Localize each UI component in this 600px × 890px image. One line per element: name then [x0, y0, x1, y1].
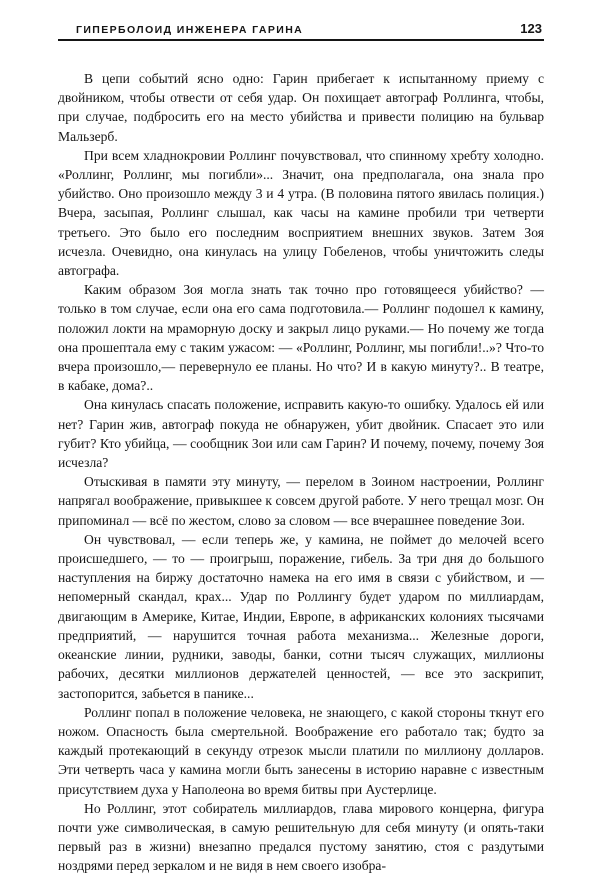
paragraph: Каким образом Зоя могла знать так точно про готовящееся убийство? — только в том случае, если она его сама подготовила.— Роллинг подошел к камину, положил локти на мраморную доску и закрыл лицо руками.— Но почему же тогда она прошептала ему с таким ужасом: — «Роллинг, Роллинг, мы погибли!..»? Что-то вчера произошло,— перевернуло ее планы. Но что? И в какую минуту?.. В театре, в кабаке, дома?.. — [58, 282, 544, 394]
paragraph: В цепи событий ясно одно: Гарин прибегает к испытанному приему с двойником, чтобы отвести от себя удар. Он похищает автограф Роллинга, чтобы, при случае, подбросить его на место убийства и привести полицию на бульвар Мальзерб. — [58, 71, 544, 144]
paragraph: Она кинулась спасать положение, исправить какую-то ошибку. Удалось ей или нет? Гарин жив, автограф покуда не обнаружен, убит двойник. Спасает это или губит? Кто убийца, — сообщник Зои или сам Гарин? И почему, почему, почему Зоя исчезла? — [58, 397, 544, 471]
paragraph: При всем хладнокровии Роллинг почувствовал, что спинному хребту холодно. «Роллинг, Роллинг, мы погибли»... Значит, она предполагала, она знала про убийство. Оно произошло между 3 и 4 утра. (В половина пятого явилась полиция.) Вчера, засыпая, Роллинг слышал, как часы на камине пробили три четверти третьего. Это было его последним восприятием внешних звуков. Затем Зоя исчезла. Очевидно, она кинулась на улицу Гобеленов, чтобы уничтожить следы автографа. — [58, 147, 544, 279]
header-rule — [58, 39, 544, 41]
paragraph: Отыскивая в памяти эту минуту, — перелом в Зоином настроении, Роллинг напрягал воображение, привыкшее к совсем другой работе. У него трещал мозг. Он припоминал — всё по жестом, слово за словом — все вчерашнее поведение Зои. — [58, 474, 544, 528]
text-body — [58, 69, 544, 876]
book-page — [58, 14, 544, 876]
paragraph: Роллинг попал в положение человека, не знающего, с какой стороны ткнут его ножом. Опасность была смертельной. Воображение его работало так; будто за каждый протекающий в секунду отрезок мысли платили по миллиону долларов. Эти четверть часа у камина могли быть занесены в историю наравне с известным присутствием духа у Наполеона во время битвы при Аустерлице. — [58, 704, 544, 797]
paragraph: Он чувствовал, — если теперь же, у камина, не поймет до мелочей всего происшедшего, — то — проигрыш, поражение, гибель. За три дня до большого наступления на биржу достаточно намека на его имя в связи с убийством, и — непомерный скандал, крах... Удар по Роллингу будет ударом по миллиардам, двигающим в Америке, Китае, Индии, Европе, в африканских колониях тысячами предприятий, — нарушится точная работа механизма... Железные дороги, океанские линии, рудники, заводы, банки, сотни тысяч служащих, миллионы рабочих, десятки миллионов держателей ценностей, — все это заскрипит, застопорится, забьется в панике... — [58, 531, 544, 701]
running-title: ГИПЕРБОЛОИД ИНЖЕНЕРА ГАРИНА — [76, 24, 304, 36]
paragraph: Но Роллинг, этот собиратель миллиардов, глава мирового концерна, фигура почти уже символическая, в самую решительную для себя минуту (и опять-таки первый раз в жизни) внезапно предался пустому занятию, стоя с раздутыми ноздрями перед зеркалом и не видя в нем своего изобра- — [58, 800, 544, 874]
running-header — [58, 14, 544, 36]
page-number: 123 — [520, 21, 542, 36]
